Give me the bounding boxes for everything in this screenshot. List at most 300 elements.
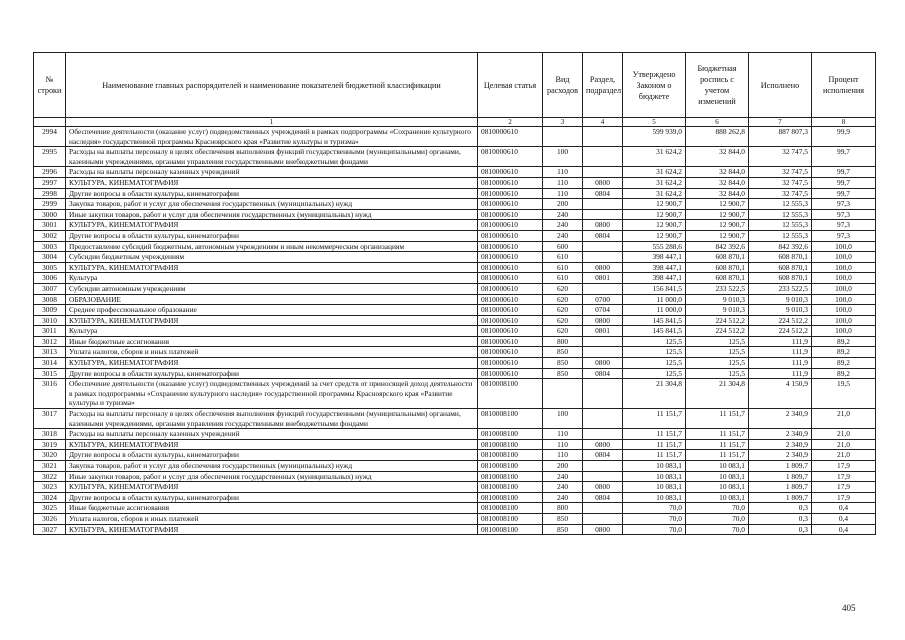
row-number: 3003: [34, 241, 66, 252]
row-target-article: 0810000610: [478, 127, 543, 147]
table-row: [34, 358, 876, 369]
row-executed: 12 555,3: [749, 220, 812, 231]
table-row: [34, 252, 876, 263]
table-row: [34, 503, 876, 514]
table-row: [34, 294, 876, 305]
column-number: 5: [623, 118, 686, 127]
row-percent: 100,0: [812, 252, 876, 263]
row-target-article: 0810000610: [478, 147, 543, 167]
row-target-article: 0810000610: [478, 283, 543, 294]
row-budget-list: 9 010,3: [686, 305, 749, 316]
row-name: Культура: [66, 326, 478, 337]
row-section: [583, 336, 623, 347]
row-target-article: 0810008100: [478, 471, 543, 482]
table-row: [34, 188, 876, 199]
row-name: КУЛЬТУРА, КИНЕМАТОГРАФИЯ: [66, 262, 478, 273]
row-number: 2995: [34, 147, 66, 167]
row-executed: 608 870,1: [749, 273, 812, 284]
row-approved: 31 624,2: [623, 188, 686, 199]
row-approved: 125,5: [623, 358, 686, 369]
row-percent: 99,9: [812, 127, 876, 147]
row-number: 3015: [34, 368, 66, 379]
row-percent: 17,9: [812, 461, 876, 472]
row-number: 3017: [34, 409, 66, 429]
table-row: [34, 326, 876, 337]
row-approved: 11 151,7: [623, 429, 686, 440]
row-name: КУЛЬТУРА, КИНЕМАТОГРАФИЯ: [66, 482, 478, 493]
row-section: [583, 503, 623, 514]
table-row: [34, 439, 876, 450]
row-number: 3018: [34, 429, 66, 440]
row-name: Иные бюджетные ассигнования: [66, 503, 478, 514]
table-row: [34, 220, 876, 231]
row-percent: 17,9: [812, 471, 876, 482]
row-percent: 99,7: [812, 177, 876, 188]
row-target-article: 0810008100: [478, 429, 543, 440]
row-percent: 89,2: [812, 336, 876, 347]
row-section: 0800: [583, 315, 623, 326]
row-approved: 10 083,1: [623, 461, 686, 472]
row-name: КУЛЬТУРА, КИНЕМАТОГРАФИЯ: [66, 177, 478, 188]
row-percent: 97,3: [812, 209, 876, 220]
row-section: 0801: [583, 273, 623, 284]
row-budget-list: 10 083,1: [686, 492, 749, 503]
row-expense-type: 800: [543, 503, 583, 514]
row-target-article: 0810008100: [478, 513, 543, 524]
row-target-article: 0810008100: [478, 524, 543, 535]
row-executed: 608 870,1: [749, 252, 812, 263]
row-name: Другие вопросы в области культуры, кинематографии: [66, 368, 478, 379]
row-percent: 97,3: [812, 220, 876, 231]
row-budget-list: 224 512,2: [686, 315, 749, 326]
row-expense-type: 110: [543, 439, 583, 450]
row-expense-type: 620: [543, 305, 583, 316]
row-percent: 17,9: [812, 482, 876, 493]
row-budget-list: 12 900,7: [686, 209, 749, 220]
row-executed: 9 010,3: [749, 305, 812, 316]
row-number: 3012: [34, 336, 66, 347]
row-expense-type: [543, 127, 583, 147]
row-percent: 100,0: [812, 326, 876, 337]
row-expense-type: 200: [543, 461, 583, 472]
table-row: [34, 347, 876, 358]
row-target-article: 0810000610: [478, 241, 543, 252]
row-percent: 89,2: [812, 368, 876, 379]
row-name: КУЛЬТУРА, КИНЕМАТОГРАФИЯ: [66, 315, 478, 326]
row-number: 3024: [34, 492, 66, 503]
row-executed: 1 809,7: [749, 492, 812, 503]
row-executed: 111,9: [749, 358, 812, 369]
row-budget-list: 11 151,7: [686, 450, 749, 461]
row-approved: 21 304,8: [623, 379, 686, 409]
row-section: [583, 429, 623, 440]
row-name: Уплата налогов, сборов и иных платежей: [66, 347, 478, 358]
header-budget-list: Бюджетная роспись с учетом изменений: [686, 53, 749, 118]
row-expense-type: 200: [543, 199, 583, 210]
table-row: [34, 379, 876, 409]
row-name: КУЛЬТУРА, КИНЕМАТОГРАФИЯ: [66, 358, 478, 369]
row-budget-list: 608 870,1: [686, 262, 749, 273]
row-budget-list: 125,5: [686, 368, 749, 379]
row-budget-list: 10 083,1: [686, 461, 749, 472]
row-percent: 21,0: [812, 429, 876, 440]
table-row: [34, 167, 876, 178]
row-expense-type: 240: [543, 471, 583, 482]
row-approved: 11 000,0: [623, 305, 686, 316]
row-percent: 21,0: [812, 450, 876, 461]
row-number: 2997: [34, 177, 66, 188]
row-executed: 12 555,3: [749, 230, 812, 241]
row-expense-type: 850: [543, 524, 583, 535]
row-approved: 12 900,7: [623, 209, 686, 220]
row-executed: 2 340,9: [749, 439, 812, 450]
row-expense-type: 610: [543, 252, 583, 263]
row-section: [583, 379, 623, 409]
row-number: 3008: [34, 294, 66, 305]
row-name: Иные закупки товаров, работ и услуг для обеспечения государственных (муниципальных) нужд: [66, 471, 478, 482]
row-name: Субсидии бюджетным учреждениям: [66, 252, 478, 263]
row-approved: 555 288,6: [623, 241, 686, 252]
column-number: 6: [686, 118, 749, 127]
row-expense-type: 110: [543, 167, 583, 178]
row-section: [583, 347, 623, 358]
row-name: КУЛЬТУРА, КИНЕМАТОГРАФИЯ: [66, 439, 478, 450]
row-expense-type: 850: [543, 513, 583, 524]
row-executed: 9 010,3: [749, 294, 812, 305]
row-approved: 145 841,5: [623, 315, 686, 326]
row-section: 0800: [583, 262, 623, 273]
row-approved: 10 083,1: [623, 482, 686, 493]
row-target-article: 0810008100: [478, 461, 543, 472]
row-approved: 12 900,7: [623, 199, 686, 210]
row-section: [583, 471, 623, 482]
row-executed: 2 340,9: [749, 450, 812, 461]
row-approved: 10 083,1: [623, 492, 686, 503]
row-target-article: 0810000610: [478, 305, 543, 316]
row-percent: 100,0: [812, 273, 876, 284]
row-section: 0804: [583, 492, 623, 503]
row-approved: 12 900,7: [623, 220, 686, 231]
row-target-article: 0810000610: [478, 177, 543, 188]
row-percent: 89,2: [812, 358, 876, 369]
row-approved: 156 841,5: [623, 283, 686, 294]
row-section: 0700: [583, 294, 623, 305]
row-number: 3004: [34, 252, 66, 263]
row-section: 0704: [583, 305, 623, 316]
row-target-article: 0810000610: [478, 336, 543, 347]
row-expense-type: 240: [543, 209, 583, 220]
table-row: [34, 241, 876, 252]
row-target-article: 0810008100: [478, 503, 543, 514]
row-name: Расходы на выплаты персоналу казенных учреждений: [66, 429, 478, 440]
row-target-article: 0810000610: [478, 273, 543, 284]
row-number: 3016: [34, 379, 66, 409]
row-budget-list: 224 512,2: [686, 326, 749, 337]
row-number: 3022: [34, 471, 66, 482]
row-executed: 0,3: [749, 513, 812, 524]
row-percent: 19,5: [812, 379, 876, 409]
row-target-article: 0810000610: [478, 262, 543, 273]
row-percent: 89,2: [812, 347, 876, 358]
row-target-article: 0810008100: [478, 409, 543, 429]
row-expense-type: 110: [543, 177, 583, 188]
row-target-article: 0810000610: [478, 368, 543, 379]
header-exp-type: Вид расходов: [543, 53, 583, 118]
row-name: Расходы на выплаты персоналу в целях обеспечения выполнения функций государственными (муниципальными) органами, казенными учреждениями, органами управления государственными внебюджетными фондами: [66, 147, 478, 167]
row-budget-list: 233 522,5: [686, 283, 749, 294]
row-target-article: 0810000610: [478, 188, 543, 199]
column-number: 3: [543, 118, 583, 127]
row-budget-list: 12 900,7: [686, 220, 749, 231]
table-row: [34, 409, 876, 429]
row-percent: 21,0: [812, 409, 876, 429]
row-executed: 1 809,7: [749, 482, 812, 493]
row-budget-list: 842 392,6: [686, 241, 749, 252]
row-budget-list: 12 900,7: [686, 199, 749, 210]
table-row: [34, 482, 876, 493]
budget-table: [33, 52, 876, 535]
row-budget-list: 70,0: [686, 513, 749, 524]
row-expense-type: 100: [543, 409, 583, 429]
row-percent: 0,4: [812, 524, 876, 535]
row-expense-type: 610: [543, 262, 583, 273]
row-expense-type: 100: [543, 147, 583, 167]
row-number: 3002: [34, 230, 66, 241]
table-row: [34, 262, 876, 273]
row-section: 0804: [583, 188, 623, 199]
table-row: [34, 450, 876, 461]
row-expense-type: 110: [543, 188, 583, 199]
row-target-article: 0810000610: [478, 294, 543, 305]
row-approved: 31 624,2: [623, 167, 686, 178]
row-expense-type: 240: [543, 230, 583, 241]
row-approved: 125,5: [623, 347, 686, 358]
row-name: Другие вопросы в области культуры, кинематографии: [66, 492, 478, 503]
row-approved: 10 083,1: [623, 471, 686, 482]
row-approved: 12 900,7: [623, 230, 686, 241]
table-row: [34, 492, 876, 503]
row-section: 0800: [583, 439, 623, 450]
row-approved: 70,0: [623, 513, 686, 524]
row-target-article: 0810000610: [478, 252, 543, 263]
row-approved: 11 000,0: [623, 294, 686, 305]
row-name: Культура: [66, 273, 478, 284]
row-target-article: 0810000610: [478, 167, 543, 178]
row-percent: 97,3: [812, 199, 876, 210]
row-approved: 125,5: [623, 336, 686, 347]
table-row: [34, 147, 876, 167]
row-executed: 111,9: [749, 368, 812, 379]
row-approved: 11 151,7: [623, 450, 686, 461]
row-target-article: 0810008100: [478, 482, 543, 493]
row-budget-list: 125,5: [686, 358, 749, 369]
row-budget-list: 9 010,3: [686, 294, 749, 305]
row-name: Другие вопросы в области культуры, кинематографии: [66, 188, 478, 199]
row-section: 0800: [583, 177, 623, 188]
page-number: 405: [842, 603, 856, 613]
row-name: Предоставление субсидий бюджетным, автономным учреждениям и иным некоммерческим организациям: [66, 241, 478, 252]
row-expense-type: 240: [543, 492, 583, 503]
row-expense-type: 620: [543, 326, 583, 337]
row-section: 0800: [583, 482, 623, 493]
row-approved: 145 841,5: [623, 326, 686, 337]
row-percent: 100,0: [812, 315, 876, 326]
header-approved: Утверждено Законом о бюджете: [623, 53, 686, 118]
row-percent: 17,9: [812, 492, 876, 503]
table-row: [34, 315, 876, 326]
row-budget-list: 70,0: [686, 524, 749, 535]
row-executed: 12 555,3: [749, 209, 812, 220]
header-row-no: № строки: [34, 53, 66, 118]
row-number: 3027: [34, 524, 66, 535]
row-expense-type: 850: [543, 358, 583, 369]
row-percent: 21,0: [812, 439, 876, 450]
row-executed: 0,3: [749, 503, 812, 514]
row-approved: 599 939,0: [623, 127, 686, 147]
row-percent: 100,0: [812, 262, 876, 273]
row-budget-list: 32 844,0: [686, 177, 749, 188]
row-approved: 125,5: [623, 368, 686, 379]
row-number: 2996: [34, 167, 66, 178]
row-name: Расходы на выплаты персоналу казенных учреждений: [66, 167, 478, 178]
row-executed: 111,9: [749, 347, 812, 358]
row-expense-type: 850: [543, 368, 583, 379]
row-expense-type: 620: [543, 294, 583, 305]
row-target-article: 0810008100: [478, 439, 543, 450]
row-percent: 99,7: [812, 147, 876, 167]
row-budget-list: 21 304,8: [686, 379, 749, 409]
header-name: Наименование главных распорядителей и наименование показателей бюджетной классификации: [66, 53, 478, 118]
table-row: [34, 513, 876, 524]
row-section: [583, 167, 623, 178]
row-percent: 100,0: [812, 283, 876, 294]
row-number: 3020: [34, 450, 66, 461]
row-section: [583, 147, 623, 167]
row-section: [583, 199, 623, 210]
table-row: [34, 336, 876, 347]
column-number: 1: [66, 118, 478, 127]
row-target-article: 0810008100: [478, 450, 543, 461]
row-executed: 32 747,5: [749, 177, 812, 188]
row-executed: 1 809,7: [749, 461, 812, 472]
row-name: Иные бюджетные ассигнования: [66, 336, 478, 347]
row-expense-type: 610: [543, 273, 583, 284]
column-number: 7: [749, 118, 812, 127]
row-section: [583, 409, 623, 429]
row-number: 3011: [34, 326, 66, 337]
row-percent: 100,0: [812, 241, 876, 252]
row-target-article: 0810000610: [478, 358, 543, 369]
row-section: [583, 241, 623, 252]
row-name: Среднее профессиональное образование: [66, 305, 478, 316]
row-number: 3023: [34, 482, 66, 493]
table-row: [34, 305, 876, 316]
row-budget-list: 10 083,1: [686, 482, 749, 493]
row-expense-type: 620: [543, 315, 583, 326]
row-expense-type: 620: [543, 283, 583, 294]
row-approved: 398 447,1: [623, 273, 686, 284]
row-number: 3009: [34, 305, 66, 316]
row-percent: 100,0: [812, 305, 876, 316]
row-percent: 0,4: [812, 503, 876, 514]
row-approved: 398 447,1: [623, 252, 686, 263]
row-executed: 842 392,6: [749, 241, 812, 252]
row-approved: 11 151,7: [623, 439, 686, 450]
row-approved: 398 447,1: [623, 262, 686, 273]
table-body: [34, 127, 876, 535]
table-row: [34, 471, 876, 482]
row-budget-list: 12 900,7: [686, 230, 749, 241]
table-row: [34, 177, 876, 188]
row-budget-list: 11 151,7: [686, 429, 749, 440]
row-name: Другие вопросы в области культуры, кинематографии: [66, 450, 478, 461]
row-budget-list: 888 262,8: [686, 127, 749, 147]
row-number: 3007: [34, 283, 66, 294]
row-number: 3025: [34, 503, 66, 514]
row-executed: 224 512,2: [749, 315, 812, 326]
row-number: 3005: [34, 262, 66, 273]
row-number: 3013: [34, 347, 66, 358]
row-name: ОБРАЗОВАНИЕ: [66, 294, 478, 305]
table-row: [34, 368, 876, 379]
row-section: 0801: [583, 326, 623, 337]
row-executed: 111,9: [749, 336, 812, 347]
header-executed: Исполнено: [749, 53, 812, 118]
row-budget-list: 125,5: [686, 336, 749, 347]
row-section: [583, 461, 623, 472]
row-expense-type: 850: [543, 347, 583, 358]
row-target-article: 0810008100: [478, 379, 543, 409]
row-executed: 0,3: [749, 524, 812, 535]
row-section: 0804: [583, 368, 623, 379]
row-budget-list: 70,0: [686, 503, 749, 514]
row-target-article: 0810000610: [478, 315, 543, 326]
column-number: 8: [812, 118, 876, 127]
header-section: Раздел, подраздел: [583, 53, 623, 118]
row-target-article: 0810008100: [478, 492, 543, 503]
row-name: Расходы на выплаты персоналу в целях обеспечения выполнения функций государственными (муниципальными) органами, казенными учреждениями, органами управления государственными внебюджетными фондами: [66, 409, 478, 429]
row-section: 0804: [583, 230, 623, 241]
table-row: [34, 524, 876, 535]
column-number: [34, 118, 66, 127]
row-budget-list: 10 083,1: [686, 471, 749, 482]
table-row: [34, 127, 876, 147]
row-section: [583, 209, 623, 220]
row-target-article: 0810000610: [478, 326, 543, 337]
row-name: Иные закупки товаров, работ и услуг для обеспечения государственных (муниципальных) нужд: [66, 209, 478, 220]
table-row: [34, 461, 876, 472]
row-executed: 32 747,5: [749, 167, 812, 178]
row-name: Другие вопросы в области культуры, кинематографии: [66, 230, 478, 241]
row-executed: 1 809,7: [749, 471, 812, 482]
row-executed: 608 870,1: [749, 262, 812, 273]
row-executed: 887 807,3: [749, 127, 812, 147]
table-row: [34, 429, 876, 440]
row-number: 3010: [34, 315, 66, 326]
table-row: [34, 283, 876, 294]
row-number: 2998: [34, 188, 66, 199]
row-executed: 233 522,5: [749, 283, 812, 294]
row-number: 3021: [34, 461, 66, 472]
row-target-article: 0810000610: [478, 347, 543, 358]
row-approved: 31 624,2: [623, 177, 686, 188]
row-section: [583, 283, 623, 294]
row-percent: 99,7: [812, 167, 876, 178]
row-target-article: 0810000610: [478, 230, 543, 241]
row-expense-type: 240: [543, 220, 583, 231]
row-target-article: 0810000610: [478, 209, 543, 220]
row-number: 3006: [34, 273, 66, 284]
